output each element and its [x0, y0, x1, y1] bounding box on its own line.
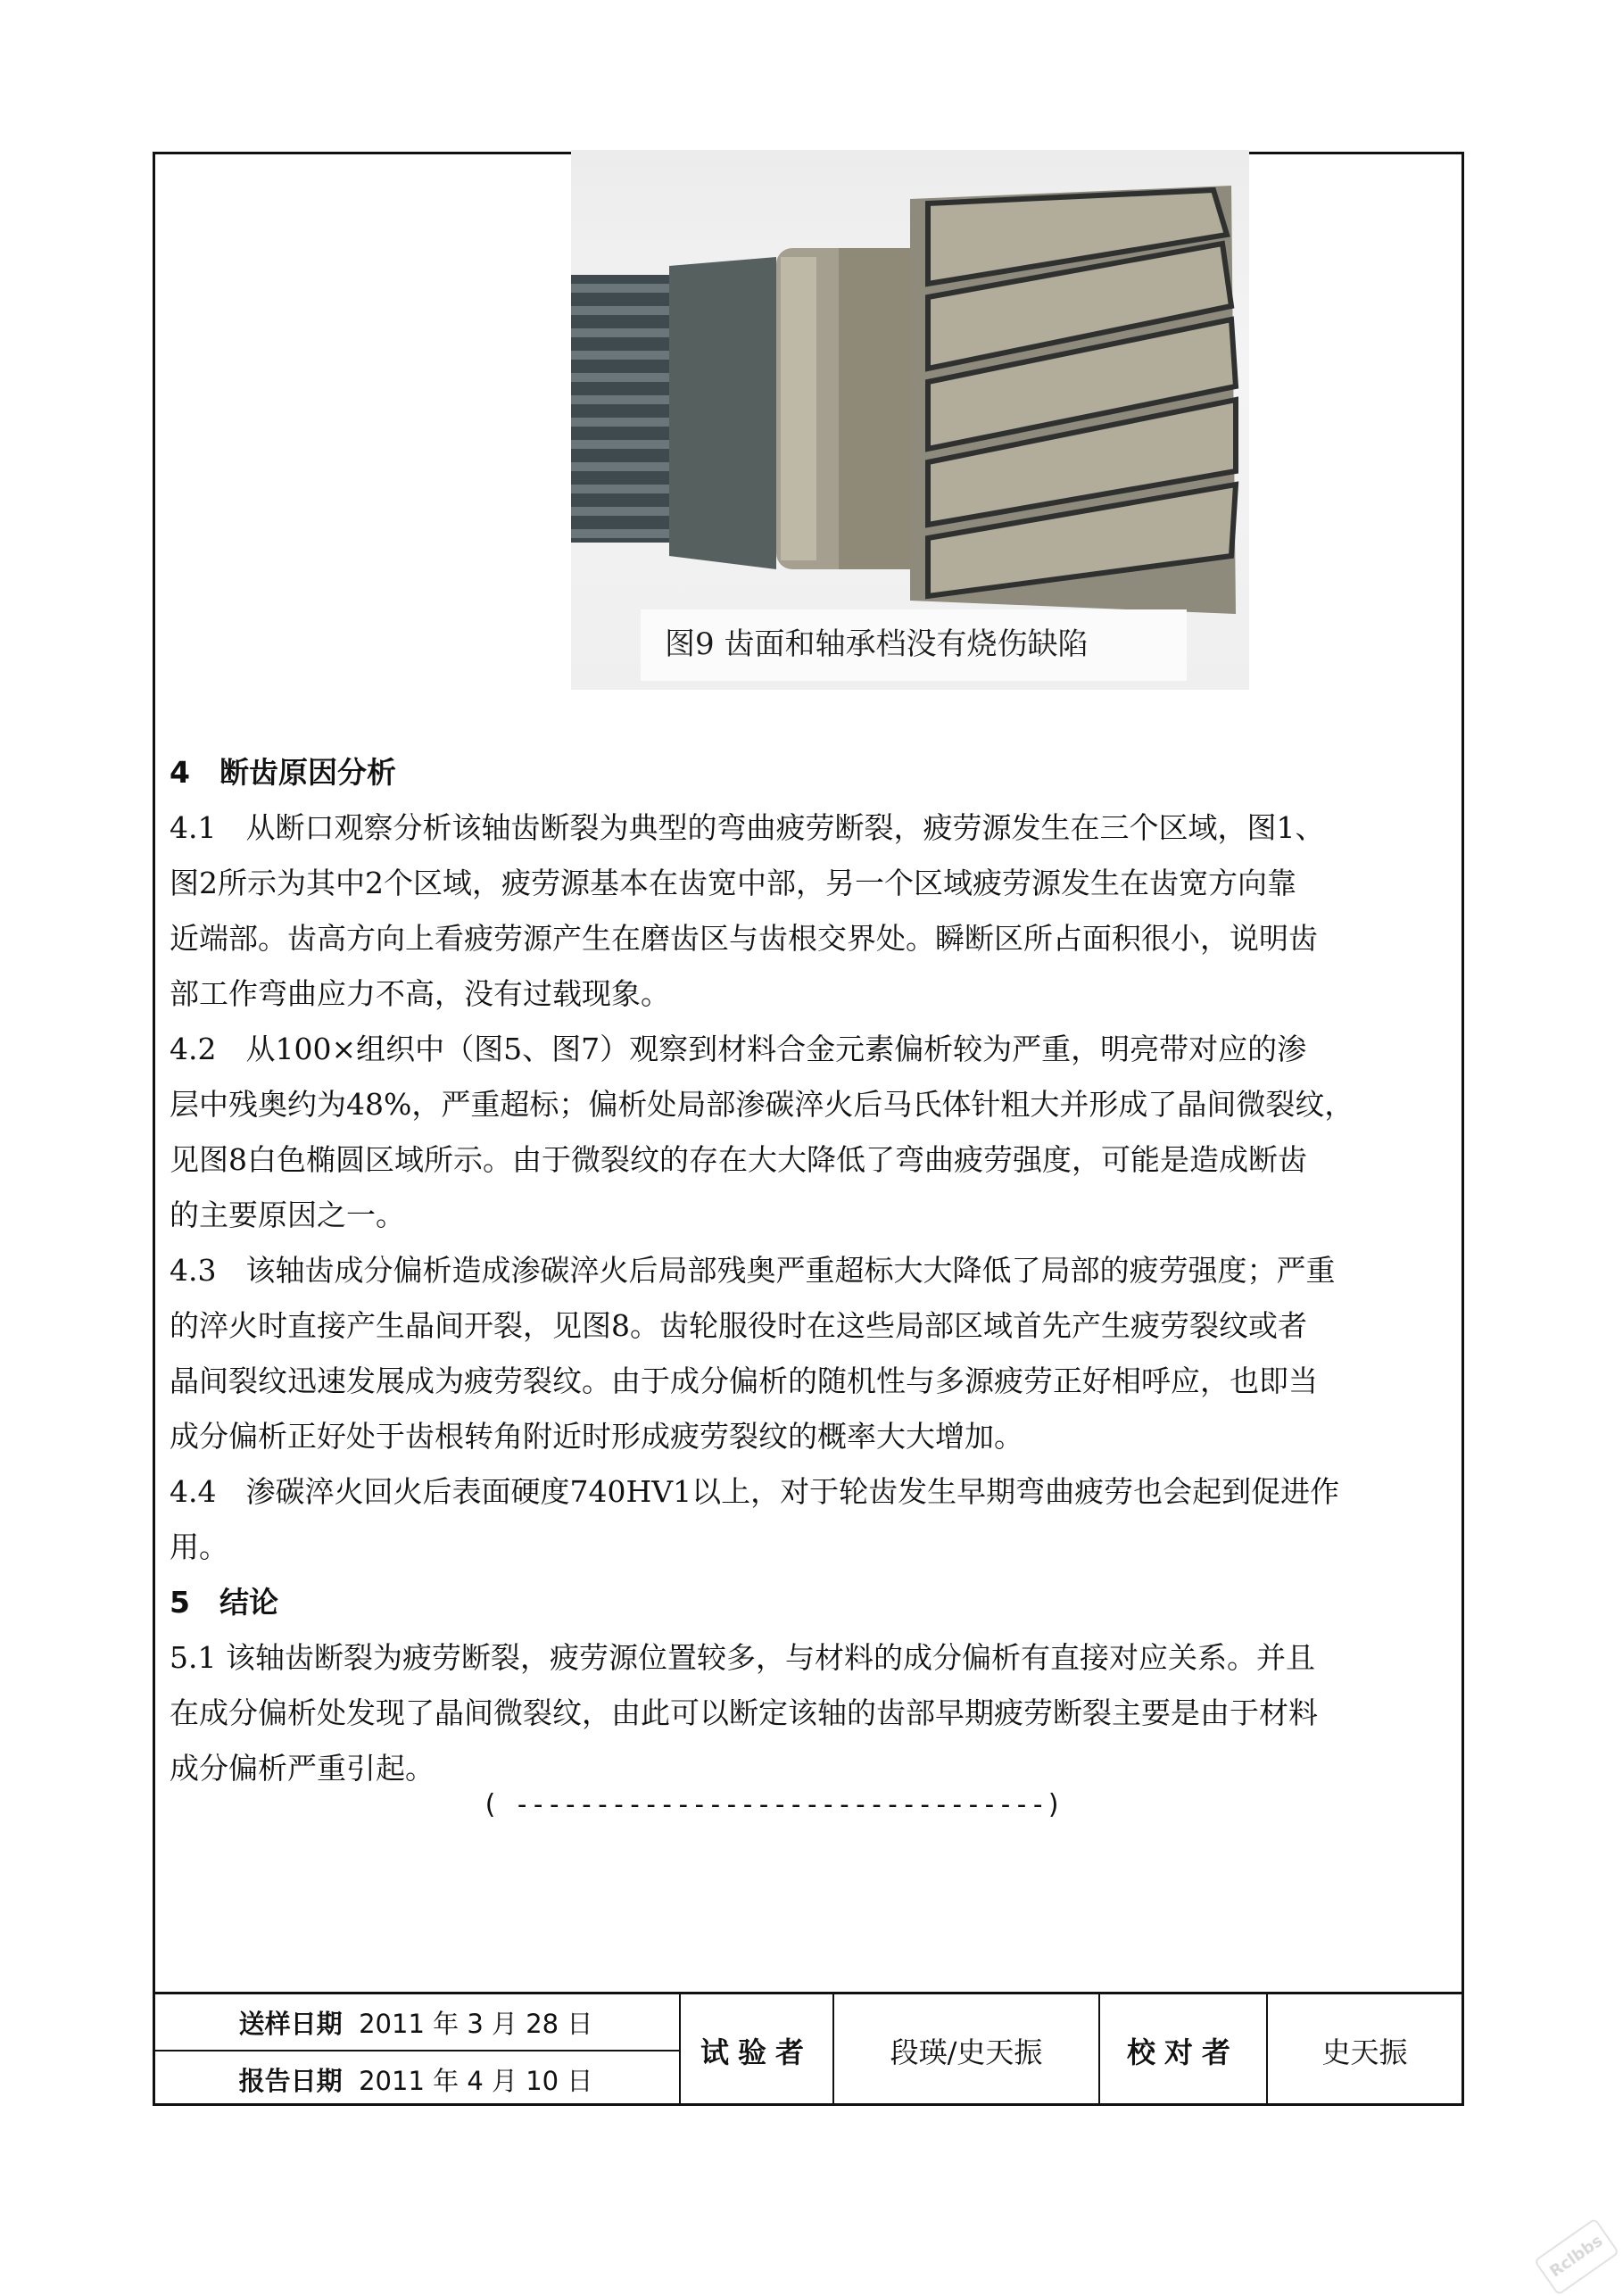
- paragraph-line: 的淬火时直接产生晶间开裂，见图8。齿轮服役时在这些局部区域首先产生疲劳裂纹或者: [170, 1308, 1307, 1343]
- paragraph-line: 的主要原因之一。: [170, 1198, 405, 1232]
- paragraph-line: 成分偏析正好处于齿根转角附近时形成疲劳裂纹的概率大大增加。: [170, 1419, 1023, 1454]
- tester-value: 段瑛/史天振: [832, 1994, 1098, 2106]
- section-4-heading: 4 断齿原因分析: [170, 755, 396, 790]
- paragraph-line: 5.1 该轴齿断裂为疲劳断裂，疲劳源位置较多，与材料的成分偏析有直接对应关系。并且: [170, 1640, 1315, 1675]
- checker-label: 校对者: [1098, 1994, 1266, 2106]
- sample-date-label: 送样日期: [238, 2008, 343, 2039]
- paragraph-line: 晶间裂纹迅速发展成为疲劳裂纹。由于成分偏析的随机性与多源疲劳正好相呼应，也即当: [170, 1364, 1318, 1398]
- paragraph-line: 4.3 该轴齿成分偏析造成渗碳淬火后局部残奥严重超标大大降低了局部的疲劳强度；严重: [170, 1253, 1336, 1288]
- signature-table: [153, 1992, 1464, 2106]
- paragraph-line: 成分偏析严重引起。: [170, 1751, 435, 1786]
- watermark-logo: Rclbbs: [1534, 2217, 1619, 2295]
- sample-date-row: [153, 1994, 679, 2050]
- paragraph-line: 4.2 从100×组织中（图5、图7）观察到材料合金元素偏析较为严重，明亮带对应的渗: [170, 1032, 1307, 1066]
- paragraph-line: 层中残奥约为48%，严重超标；偏析处局部渗碳淬火后马氏体针粗大并形成了晶间微裂纹，: [170, 1087, 1354, 1122]
- figure-caption: 图9 齿面和轴承档没有烧伤缺陷: [665, 626, 1089, 662]
- paragraph-line: 图2所示为其中2个区域，疲劳源基本在齿宽中部，另一个区域疲劳源发生在齿宽方向靠: [170, 866, 1296, 900]
- paragraph-line: 4.1 从断口观察分析该轴齿断裂为典型的弯曲疲劳断裂，疲劳源发生在三个区域，图1、: [170, 810, 1325, 845]
- paragraph-line: 近端部。齿高方向上看疲劳源产生在磨齿区与齿根交界处。瞬断区所占面积很小，说明齿: [170, 921, 1318, 956]
- paragraph-line: 在成分偏析处发现了晶间微裂纹，由此可以断定该轴的齿部早期疲劳断裂主要是由于材料: [170, 1695, 1318, 1730]
- end-marker: ( ---------------------------------): [482, 1789, 1063, 1820]
- paragraph-line: 部工作弯曲应力不高，没有过载现象。: [170, 976, 670, 1011]
- paragraph-line: 见图8白色椭圆区域所示。由于微裂纹的存在大大降低了弯曲疲劳强度，可能是造成断齿: [170, 1142, 1307, 1177]
- sample-date-value: 2011 年 3 月 28 日: [359, 2008, 593, 2039]
- paragraph-line: 用。: [170, 1529, 228, 1564]
- checker-value: 史天振: [1266, 1994, 1462, 2106]
- paragraph-line: 4.4 渗碳淬火回火后表面硬度740HV1以上，对于轮齿发生早期弯曲疲劳也会起到促进作: [170, 1474, 1340, 1509]
- section-5-heading: 5 结论: [170, 1585, 278, 1620]
- report-date-row: [153, 2051, 679, 2107]
- report-date-value: 2011 年 4 月 10 日: [359, 2065, 593, 2096]
- report-date-label: 报告日期: [238, 2065, 343, 2096]
- tester-label: 试验者: [679, 1994, 832, 2106]
